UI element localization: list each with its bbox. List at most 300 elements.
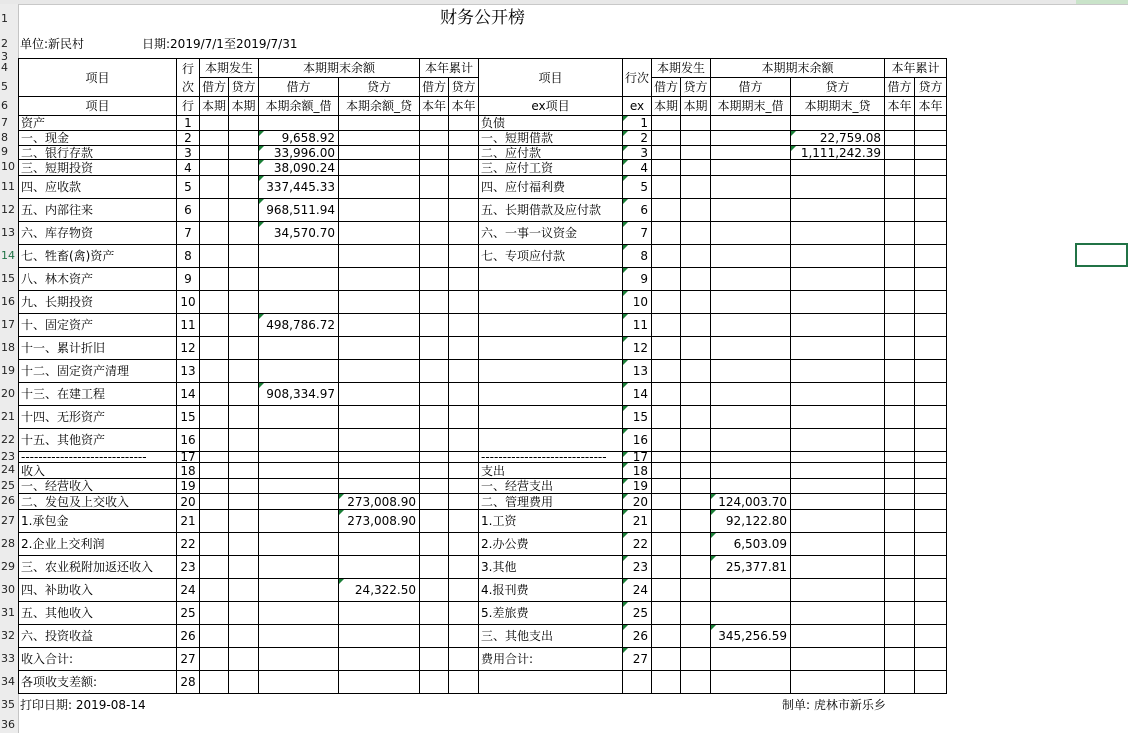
- right-balance-credit[interactable]: [790, 267, 885, 291]
- right-balance-credit[interactable]: [790, 647, 885, 671]
- left-period-credit[interactable]: [228, 115, 259, 131]
- left-balance-debit[interactable]: 38,090.24: [258, 159, 339, 176]
- left-period-debit[interactable]: [199, 601, 229, 625]
- row-number[interactable]: 14: [1, 249, 15, 262]
- right-balance-debit[interactable]: [710, 244, 791, 268]
- left-line-no[interactable]: 25: [176, 601, 200, 625]
- right-period-credit[interactable]: [680, 462, 711, 479]
- left-ytd-debit[interactable]: [419, 509, 449, 533]
- right-balance-debit[interactable]: [710, 313, 791, 337]
- header-field-r6-period[interactable]: 本期: [228, 96, 259, 116]
- right-balance-credit[interactable]: [790, 382, 885, 406]
- right-balance-credit[interactable]: [790, 175, 885, 199]
- left-balance-credit[interactable]: [338, 670, 420, 694]
- left-ytd-debit[interactable]: [419, 313, 449, 337]
- left-line-no[interactable]: 5: [176, 175, 200, 199]
- right-period-credit[interactable]: [680, 428, 711, 452]
- row-number[interactable]: 23: [1, 450, 15, 463]
- right-line-no[interactable]: 9: [622, 267, 652, 291]
- right-balance-credit[interactable]: [790, 555, 885, 579]
- left-balance-credit[interactable]: 273,008.90: [338, 493, 420, 510]
- header-item-right[interactable]: 项目: [478, 58, 623, 97]
- right-period-credit[interactable]: [680, 578, 711, 602]
- right-period-credit[interactable]: [680, 130, 711, 146]
- left-balance-debit[interactable]: [258, 405, 339, 429]
- left-period-credit[interactable]: [228, 290, 259, 314]
- right-ytd-credit[interactable]: [914, 221, 947, 245]
- right-ytd-debit[interactable]: [884, 267, 915, 291]
- left-line-no[interactable]: 19: [176, 478, 200, 494]
- left-ytd-credit[interactable]: [448, 428, 479, 452]
- left-period-debit[interactable]: [199, 493, 229, 510]
- left-ytd-credit[interactable]: [448, 145, 479, 160]
- left-ytd-debit[interactable]: [419, 578, 449, 602]
- left-line-no[interactable]: 27: [176, 647, 200, 671]
- right-item[interactable]: [478, 313, 623, 337]
- right-line-no[interactable]: 2: [622, 130, 652, 146]
- right-period-credit[interactable]: [680, 478, 711, 494]
- left-item[interactable]: 十、固定资产: [18, 313, 177, 337]
- right-period-credit[interactable]: [680, 532, 711, 556]
- left-period-debit[interactable]: [199, 509, 229, 533]
- right-line-no[interactable]: 15: [622, 405, 652, 429]
- left-period-debit[interactable]: [199, 532, 229, 556]
- right-period-debit[interactable]: [651, 578, 681, 602]
- right-balance-debit[interactable]: 92,122.80: [710, 509, 791, 533]
- left-balance-credit[interactable]: [338, 115, 420, 131]
- left-ytd-credit[interactable]: [448, 244, 479, 268]
- right-ytd-credit[interactable]: [914, 578, 947, 602]
- right-line-no[interactable]: 7: [622, 221, 652, 245]
- header-field-r6-lineno-left[interactable]: 行: [176, 96, 200, 116]
- left-balance-debit[interactable]: 9,658.92: [258, 130, 339, 146]
- header-debit[interactable]: 借方: [199, 77, 229, 97]
- header-field-r6-period[interactable]: 本期: [199, 96, 229, 116]
- left-ytd-credit[interactable]: [448, 578, 479, 602]
- right-ytd-debit[interactable]: [884, 115, 915, 131]
- left-balance-credit[interactable]: [338, 159, 420, 176]
- left-item[interactable]: 一、现金: [18, 130, 177, 146]
- right-item[interactable]: 七、专项应付款: [478, 244, 623, 268]
- right-item[interactable]: [478, 670, 623, 694]
- left-item[interactable]: 三、农业税附加返还收入: [18, 555, 177, 579]
- right-item[interactable]: 4.报刊费: [478, 578, 623, 602]
- left-line-no[interactable]: 12: [176, 336, 200, 360]
- right-item[interactable]: 一、经营支出: [478, 478, 623, 494]
- left-period-debit[interactable]: [199, 336, 229, 360]
- left-balance-credit[interactable]: [338, 462, 420, 479]
- right-balance-debit[interactable]: [710, 601, 791, 625]
- row-number[interactable]: 17: [1, 318, 15, 331]
- left-ytd-debit[interactable]: [419, 359, 449, 383]
- right-item[interactable]: [478, 267, 623, 291]
- header-debit[interactable]: 借方: [258, 77, 339, 97]
- left-item[interactable]: 二、银行存款: [18, 145, 177, 160]
- right-item[interactable]: 5.差旅费: [478, 601, 623, 625]
- right-item[interactable]: [478, 359, 623, 383]
- left-period-credit[interactable]: [228, 670, 259, 694]
- right-balance-credit[interactable]: [790, 428, 885, 452]
- right-period-debit[interactable]: [651, 670, 681, 694]
- left-period-credit[interactable]: [228, 428, 259, 452]
- left-balance-credit[interactable]: [338, 555, 420, 579]
- right-period-debit[interactable]: [651, 313, 681, 337]
- left-balance-credit[interactable]: [338, 624, 420, 648]
- right-ytd-credit[interactable]: [914, 478, 947, 494]
- left-period-debit[interactable]: [199, 244, 229, 268]
- left-line-no[interactable]: 20: [176, 493, 200, 510]
- left-line-no[interactable]: 26: [176, 624, 200, 648]
- right-ytd-credit[interactable]: [914, 405, 947, 429]
- left-balance-debit[interactable]: 337,445.33: [258, 175, 339, 199]
- right-item[interactable]: 2.办公费: [478, 532, 623, 556]
- right-ytd-credit[interactable]: [914, 115, 947, 131]
- right-line-no[interactable]: 13: [622, 359, 652, 383]
- left-balance-debit[interactable]: [258, 478, 339, 494]
- header-field-r6-ytd[interactable]: 本年: [884, 96, 915, 116]
- right-balance-credit[interactable]: [790, 462, 885, 479]
- header-field-r6-period[interactable]: 本期: [651, 96, 681, 116]
- left-balance-debit[interactable]: [258, 336, 339, 360]
- right-ytd-credit[interactable]: [914, 647, 947, 671]
- right-period-credit[interactable]: [680, 509, 711, 533]
- right-balance-credit[interactable]: [790, 405, 885, 429]
- right-period-credit[interactable]: [680, 313, 711, 337]
- header-debit-right[interactable]: 借方: [710, 77, 791, 97]
- right-line-no[interactable]: 27: [622, 647, 652, 671]
- left-balance-debit[interactable]: [258, 290, 339, 314]
- left-line-no[interactable]: 9: [176, 267, 200, 291]
- right-ytd-debit[interactable]: [884, 478, 915, 494]
- right-balance-credit[interactable]: [790, 115, 885, 131]
- right-period-debit[interactable]: [651, 405, 681, 429]
- right-ytd-credit[interactable]: [914, 336, 947, 360]
- left-item[interactable]: 五、内部往来: [18, 198, 177, 222]
- left-balance-credit[interactable]: [338, 336, 420, 360]
- right-period-debit[interactable]: [651, 624, 681, 648]
- right-balance-credit[interactable]: 22,759.08: [790, 130, 885, 146]
- header-line-no-right[interactable]: 行次: [622, 58, 652, 97]
- left-line-no[interactable]: 15: [176, 405, 200, 429]
- right-balance-credit[interactable]: [790, 336, 885, 360]
- right-ytd-debit[interactable]: [884, 509, 915, 533]
- right-line-no[interactable]: 10: [622, 290, 652, 314]
- right-period-debit[interactable]: [651, 532, 681, 556]
- row-number[interactable]: 20: [1, 387, 15, 400]
- left-balance-credit[interactable]: [338, 130, 420, 146]
- left-ytd-credit[interactable]: [448, 313, 479, 337]
- left-period-debit[interactable]: [199, 221, 229, 245]
- right-item[interactable]: 3.其他: [478, 555, 623, 579]
- left-balance-debit[interactable]: 908,334.97: [258, 382, 339, 406]
- right-item[interactable]: 二、管理费用: [478, 493, 623, 510]
- right-period-debit[interactable]: [651, 478, 681, 494]
- left-ytd-credit[interactable]: [448, 159, 479, 176]
- left-balance-debit[interactable]: [258, 244, 339, 268]
- right-item[interactable]: 负债: [478, 115, 623, 131]
- left-ytd-debit[interactable]: [419, 159, 449, 176]
- right-period-credit[interactable]: [680, 290, 711, 314]
- left-period-credit[interactable]: [228, 198, 259, 222]
- left-balance-credit[interactable]: [338, 244, 420, 268]
- right-ytd-credit[interactable]: [914, 175, 947, 199]
- right-period-debit[interactable]: [651, 145, 681, 160]
- left-balance-credit[interactable]: [338, 221, 420, 245]
- row-number[interactable]: 8: [1, 131, 8, 144]
- left-item[interactable]: 资产: [18, 115, 177, 131]
- left-period-debit[interactable]: [199, 359, 229, 383]
- row-number[interactable]: 10: [1, 160, 15, 173]
- right-balance-debit[interactable]: 345,256.59: [710, 624, 791, 648]
- right-line-no[interactable]: 3: [622, 145, 652, 160]
- left-balance-debit[interactable]: [258, 493, 339, 510]
- left-ytd-debit[interactable]: [419, 115, 449, 131]
- right-item[interactable]: 三、其他支出: [478, 624, 623, 648]
- right-balance-credit[interactable]: [790, 532, 885, 556]
- left-period-debit[interactable]: [199, 462, 229, 479]
- right-item[interactable]: 五、长期借款及应付款: [478, 198, 623, 222]
- right-balance-debit[interactable]: 124,003.70: [710, 493, 791, 510]
- left-balance-debit[interactable]: [258, 670, 339, 694]
- right-balance-credit[interactable]: [790, 290, 885, 314]
- left-ytd-debit[interactable]: [419, 647, 449, 671]
- left-period-debit[interactable]: [199, 578, 229, 602]
- right-item[interactable]: 1.工资: [478, 509, 623, 533]
- left-ytd-debit[interactable]: [419, 198, 449, 222]
- left-balance-debit[interactable]: 498,786.72: [258, 313, 339, 337]
- left-period-credit[interactable]: [228, 532, 259, 556]
- row-number[interactable]: 36: [1, 718, 15, 731]
- right-period-debit[interactable]: [651, 290, 681, 314]
- header-field-r6-lineno-right[interactable]: ex: [622, 96, 652, 116]
- row-number[interactable]: 18: [1, 341, 15, 354]
- left-ytd-credit[interactable]: [448, 647, 479, 671]
- right-ytd-debit[interactable]: [884, 578, 915, 602]
- right-period-credit[interactable]: [680, 555, 711, 579]
- left-ytd-debit[interactable]: [419, 670, 449, 694]
- report-title[interactable]: 财务公开榜: [440, 8, 525, 28]
- left-ytd-credit[interactable]: [448, 290, 479, 314]
- left-item[interactable]: 十五、其他资产: [18, 428, 177, 452]
- right-period-credit[interactable]: [680, 382, 711, 406]
- left-period-debit[interactable]: [199, 555, 229, 579]
- right-ytd-debit[interactable]: [884, 555, 915, 579]
- right-balance-credit[interactable]: [790, 198, 885, 222]
- right-ytd-credit[interactable]: [914, 428, 947, 452]
- left-ytd-debit[interactable]: [419, 555, 449, 579]
- left-ytd-credit[interactable]: [448, 555, 479, 579]
- right-ytd-credit[interactable]: [914, 267, 947, 291]
- left-period-debit[interactable]: [199, 428, 229, 452]
- left-ytd-credit[interactable]: [448, 493, 479, 510]
- left-line-no[interactable]: 18: [176, 462, 200, 479]
- header-credit[interactable]: 贷方: [448, 77, 479, 97]
- left-balance-debit[interactable]: [258, 601, 339, 625]
- left-line-no[interactable]: 24: [176, 578, 200, 602]
- right-balance-credit[interactable]: 1,111,242.39: [790, 145, 885, 160]
- right-line-no[interactable]: 19: [622, 478, 652, 494]
- left-balance-debit[interactable]: [258, 509, 339, 533]
- left-ytd-credit[interactable]: [448, 267, 479, 291]
- header-debit[interactable]: 借方: [419, 77, 449, 97]
- header-ytd[interactable]: 本年累计: [419, 58, 479, 78]
- right-item[interactable]: 四、应付福利费: [478, 175, 623, 199]
- left-balance-credit[interactable]: [338, 290, 420, 314]
- left-item[interactable]: 十二、固定资产清理: [18, 359, 177, 383]
- right-line-no[interactable]: 1: [622, 115, 652, 131]
- right-line-no[interactable]: 4: [622, 159, 652, 176]
- right-period-credit[interactable]: [680, 145, 711, 160]
- right-ytd-debit[interactable]: [884, 175, 915, 199]
- left-ytd-credit[interactable]: [448, 221, 479, 245]
- left-period-debit[interactable]: [199, 647, 229, 671]
- right-period-credit[interactable]: [680, 244, 711, 268]
- left-item[interactable]: -----------------------------: [18, 451, 177, 463]
- left-line-no[interactable]: 1: [176, 115, 200, 131]
- left-ytd-debit[interactable]: [419, 130, 449, 146]
- left-item[interactable]: 十一、累计折旧: [18, 336, 177, 360]
- right-period-debit[interactable]: [651, 115, 681, 131]
- left-period-debit[interactable]: [199, 115, 229, 131]
- header-credit-right[interactable]: 贷方: [680, 77, 711, 97]
- right-line-no[interactable]: 23: [622, 555, 652, 579]
- right-period-debit[interactable]: [651, 601, 681, 625]
- left-period-credit[interactable]: [228, 509, 259, 533]
- right-period-debit[interactable]: [651, 382, 681, 406]
- left-item[interactable]: 十三、在建工程: [18, 382, 177, 406]
- row-number[interactable]: 2: [1, 37, 8, 50]
- left-period-credit[interactable]: [228, 267, 259, 291]
- right-period-debit[interactable]: [651, 267, 681, 291]
- right-period-credit[interactable]: [680, 493, 711, 510]
- right-period-credit[interactable]: [680, 198, 711, 222]
- left-item[interactable]: 六、库存物资: [18, 221, 177, 245]
- right-ytd-debit[interactable]: [884, 198, 915, 222]
- left-balance-credit[interactable]: [338, 175, 420, 199]
- right-ytd-debit[interactable]: [884, 670, 915, 694]
- left-period-debit[interactable]: [199, 145, 229, 160]
- left-period-credit[interactable]: [228, 405, 259, 429]
- left-ytd-credit[interactable]: [448, 336, 479, 360]
- row-number[interactable]: 7: [1, 116, 8, 129]
- right-ytd-debit[interactable]: [884, 462, 915, 479]
- right-ytd-debit[interactable]: [884, 290, 915, 314]
- left-ytd-debit[interactable]: [419, 493, 449, 510]
- right-ytd-credit[interactable]: [914, 244, 947, 268]
- left-ytd-credit[interactable]: [448, 462, 479, 479]
- left-period-credit[interactable]: [228, 624, 259, 648]
- header-period-right[interactable]: 本期发生: [651, 58, 711, 78]
- row-number[interactable]: 9: [1, 145, 8, 158]
- right-item[interactable]: 六、一事一议资金: [478, 221, 623, 245]
- left-balance-credit[interactable]: [338, 145, 420, 160]
- right-period-credit[interactable]: [680, 159, 711, 176]
- left-period-debit[interactable]: [199, 130, 229, 146]
- row-number[interactable]: 30: [1, 583, 15, 596]
- right-ytd-credit[interactable]: [914, 359, 947, 383]
- left-period-credit[interactable]: [228, 244, 259, 268]
- right-balance-debit[interactable]: 25,377.81: [710, 555, 791, 579]
- right-period-debit[interactable]: [651, 336, 681, 360]
- row-number[interactable]: 1: [1, 12, 8, 25]
- left-ytd-credit[interactable]: [448, 532, 479, 556]
- maker-label[interactable]: 制单: 虎林市新乐乡: [782, 698, 886, 712]
- right-balance-debit[interactable]: [710, 670, 791, 694]
- right-period-credit[interactable]: [680, 336, 711, 360]
- right-ytd-debit[interactable]: [884, 532, 915, 556]
- left-ytd-credit[interactable]: [448, 478, 479, 494]
- left-balance-credit[interactable]: [338, 647, 420, 671]
- row-number[interactable]: 31: [1, 606, 15, 619]
- right-ytd-debit[interactable]: [884, 647, 915, 671]
- right-balance-debit[interactable]: [710, 428, 791, 452]
- right-ytd-debit[interactable]: [884, 382, 915, 406]
- left-item[interactable]: 四、应收款: [18, 175, 177, 199]
- right-balance-debit[interactable]: [710, 159, 791, 176]
- left-item[interactable]: 十四、无形资产: [18, 405, 177, 429]
- left-line-no[interactable]: 11: [176, 313, 200, 337]
- left-item[interactable]: 收入: [18, 462, 177, 479]
- row-number[interactable]: 25: [1, 479, 15, 492]
- right-balance-debit[interactable]: [710, 221, 791, 245]
- right-balance-credit[interactable]: [790, 509, 885, 533]
- left-ytd-debit[interactable]: [419, 145, 449, 160]
- left-item[interactable]: 2.企业上交利润: [18, 532, 177, 556]
- right-balance-credit[interactable]: [790, 478, 885, 494]
- left-item[interactable]: 五、其他收入: [18, 601, 177, 625]
- left-ytd-debit[interactable]: [419, 405, 449, 429]
- row-number[interactable]: 13: [1, 226, 15, 239]
- right-period-credit[interactable]: [680, 175, 711, 199]
- left-period-debit[interactable]: [199, 478, 229, 494]
- right-ytd-debit[interactable]: [884, 336, 915, 360]
- row-number[interactable]: 15: [1, 272, 15, 285]
- left-ytd-credit[interactable]: [448, 359, 479, 383]
- row-number[interactable]: 24: [1, 463, 15, 476]
- left-ytd-debit[interactable]: [419, 601, 449, 625]
- left-item[interactable]: 各项收支差额:: [18, 670, 177, 694]
- right-balance-credit[interactable]: [790, 624, 885, 648]
- right-ytd-credit[interactable]: [914, 198, 947, 222]
- right-ytd-debit[interactable]: [884, 624, 915, 648]
- left-period-credit[interactable]: [228, 221, 259, 245]
- row-number[interactable]: 19: [1, 364, 15, 377]
- right-period-debit[interactable]: [651, 555, 681, 579]
- left-period-credit[interactable]: [228, 336, 259, 360]
- right-ytd-credit[interactable]: [914, 555, 947, 579]
- left-item[interactable]: 1.承包金: [18, 509, 177, 533]
- right-ytd-credit[interactable]: [914, 290, 947, 314]
- left-ytd-debit[interactable]: [419, 244, 449, 268]
- right-line-no[interactable]: 20: [622, 493, 652, 510]
- right-line-no[interactable]: [622, 670, 652, 694]
- right-balance-credit[interactable]: [790, 244, 885, 268]
- right-balance-debit[interactable]: [710, 336, 791, 360]
- left-period-credit[interactable]: [228, 578, 259, 602]
- right-line-no[interactable]: 21: [622, 509, 652, 533]
- right-period-debit[interactable]: [651, 198, 681, 222]
- left-balance-debit[interactable]: 33,996.00: [258, 145, 339, 160]
- left-balance-credit[interactable]: [338, 405, 420, 429]
- left-balance-debit[interactable]: 34,570.70: [258, 221, 339, 245]
- left-period-credit[interactable]: [228, 555, 259, 579]
- left-balance-debit[interactable]: [258, 647, 339, 671]
- left-ytd-credit[interactable]: [448, 670, 479, 694]
- selected-column-header[interactable]: [1076, 0, 1128, 4]
- right-balance-credit[interactable]: [790, 578, 885, 602]
- left-line-no[interactable]: 21: [176, 509, 200, 533]
- left-balance-debit[interactable]: [258, 578, 339, 602]
